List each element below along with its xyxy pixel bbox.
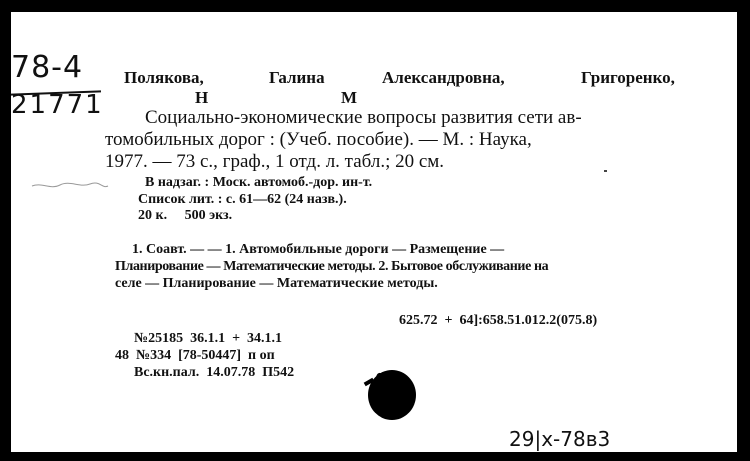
- note-price-copies: 20 к. 500 экз.: [138, 208, 233, 223]
- handwritten-corner-note: 29|х-78в3: [509, 427, 611, 451]
- catalog-card: [11, 12, 737, 452]
- catalog-line-3: Вс.кн.пал. 14.07.78 П542: [134, 365, 295, 380]
- coauthor-initial-m: М: [341, 88, 358, 107]
- title-line-1: Социально-экономические вопросы развития сети ав-: [145, 107, 582, 128]
- pencil-smudge: [30, 180, 110, 192]
- note-issuer: В надзаг. : Моск. автомоб.-дор. ин-т.: [145, 175, 373, 190]
- stray-mark: [604, 170, 607, 172]
- catalog-line-2: 48 №334 [78-50447] п оп: [115, 348, 275, 363]
- catalog-line-1: №25185 36.1.1 + 34.1.1: [134, 331, 283, 346]
- subject-line-3: селе — Планирование — Математические методы.: [115, 276, 438, 291]
- handwritten-inventory-number: 21771: [11, 90, 104, 120]
- subject-line-2: Планирование — Математические методы. 2. Бытовое обслуживание на: [115, 259, 549, 274]
- title-line-2: томобильных дорог : (Учеб. пособие). — М. : Наука,: [105, 129, 532, 150]
- coauthor-initial-n: Н: [195, 88, 209, 107]
- author-surname: Полякова,: [124, 68, 204, 87]
- handwritten-shelf-mark: 78-4: [11, 50, 84, 85]
- coauthor-name: Григоренко,: [581, 68, 675, 87]
- subject-line-1: 1. Соавт. — — 1. Автомобильные дороги — Размещение —: [132, 242, 505, 257]
- classification-index: 625.72 + 64]:658.51.012.2(075.8): [399, 313, 598, 328]
- author-first-name: Галина: [269, 68, 325, 87]
- author-patronymic: Александровна,: [382, 68, 505, 87]
- note-bibliography: Список лит. : с. 61—62 (24 назв.).: [138, 192, 347, 207]
- title-line-3: 1977. — 73 с., граф., 1 отд. л. табл.; 20 см.: [105, 151, 445, 172]
